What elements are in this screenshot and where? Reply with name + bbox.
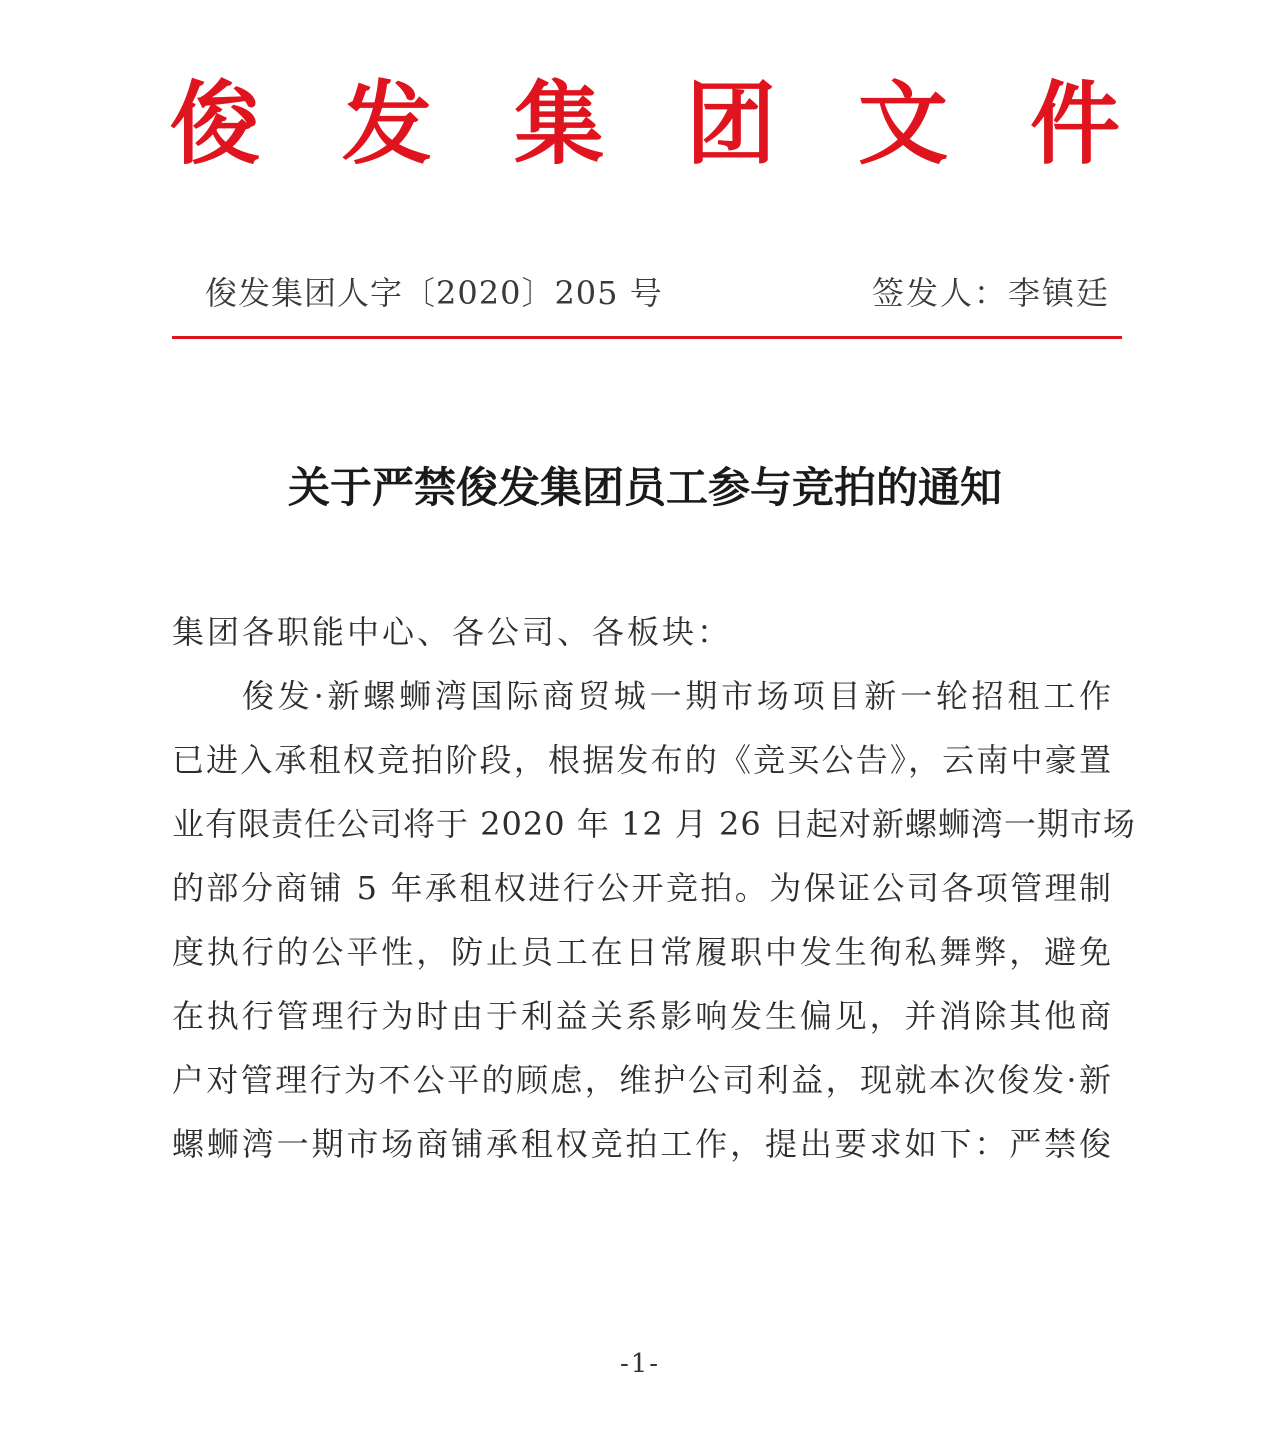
body-line: 度执行的公平性，防止员工在日常履职中发生徇私舞弊，避免	[172, 933, 1112, 971]
letterhead-char: 件	[1030, 72, 1120, 177]
document-body	[172, 600, 1136, 1176]
document-info-row	[205, 268, 1110, 318]
issuer: 签发人：李镇廷	[871, 274, 1110, 312]
document-number: 俊发集团人字〔2020〕205 号	[205, 274, 663, 312]
letterhead-char: 文	[858, 72, 948, 177]
letterhead-char: 俊	[170, 72, 260, 177]
letterhead-char: 集	[514, 72, 604, 177]
letterhead	[170, 70, 1120, 180]
red-divider	[172, 336, 1122, 339]
salutation: 集团各职能中心、各公司、各板块：	[172, 613, 733, 651]
letterhead-char: 团	[686, 72, 776, 177]
body-line: 户对管理行为不公平的顾虑，维护公司利益，现就本次俊发·新	[172, 1061, 1112, 1099]
body-line: 业有限责任公司将于 2020 年 12 月 26 日起对新螺蛳湾一期市场	[172, 805, 1136, 843]
body-line: 已进入承租权竞拍阶段，根据发布的《竞买公告》，云南中豪置	[172, 741, 1112, 779]
body-line: 俊发·新螺蛳湾国际商贸城一期市场项目新一轮招租工作	[242, 677, 1112, 715]
body-line: 螺蛳湾一期市场商铺承租权竞拍工作，提出要求如下：严禁俊	[172, 1125, 1112, 1163]
document-title: 关于严禁俊发集团员工参与竞拍的通知	[287, 463, 1002, 512]
letterhead-char: 发	[342, 72, 432, 177]
body-line: 的部分商铺 5 年承租权进行公开竞拍。为保证公司各项管理制	[172, 869, 1112, 907]
page-number: -1-	[619, 1349, 661, 1379]
body-line: 在执行管理行为时由于利益关系影响发生偏见，并消除其他商	[172, 997, 1112, 1035]
